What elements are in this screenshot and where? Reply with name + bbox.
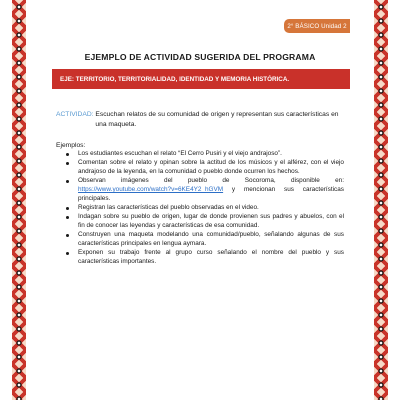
list-item <box>62 204 344 213</box>
activity-label: ACTIVIDAD: <box>56 111 94 118</box>
list-item <box>62 231 344 248</box>
list-item-text: Registran las características del pueblo observadas en el video. <box>78 204 259 211</box>
activity-text: Escuchan relatos de su comunidad de origen y representan sus características en una maqueta. <box>95 111 339 128</box>
list-item-text: Los estudiantes escuchan el relato “El Cerro Pusiri y el viejo andrajoso”. <box>78 150 282 157</box>
list-item-text: y mencionan sus características principales. <box>78 186 344 202</box>
decorative-border-right <box>374 0 388 400</box>
activity-statement <box>56 110 356 130</box>
list-item <box>62 159 344 176</box>
video-link[interactable]: https://www.youtube.com/watch?v=6KE4Y2_hGVM <box>78 186 224 193</box>
list-item-text: Observan imágenes del pueblo de Socoroma, disponible en: <box>78 177 344 185</box>
list-item-text: Exponen su trabajo frente al grupo curso señalando el nombre del pueblo y sus características importantes. <box>78 249 344 265</box>
list-item <box>62 249 344 266</box>
page-title: EJEMPLO DE ACTIVIDAD SUGERIDA DEL PROGRAMA <box>84 52 316 62</box>
list-item <box>62 213 344 230</box>
examples-heading: Ejemplos: <box>56 142 86 149</box>
unit-badge: 2° BÁSICO Unidad 2 <box>284 19 350 33</box>
list-item-text: Construyen una maqueta modelando una comunidad/pueblo, señalando algunas de sus características principales en lengua aymara. <box>78 231 344 247</box>
decorative-border-left <box>12 0 26 400</box>
examples-list <box>62 150 344 267</box>
list-item-text: Comentan sobre el relato y opinan sobre la actitud de los músicos y el alférez, con el viejo andrajoso de la leyenda, en la comunidad o pueblo donde ocurren los hechos. <box>78 159 344 175</box>
list-item <box>62 150 344 159</box>
list-item <box>62 177 344 203</box>
eje-banner <box>52 69 350 89</box>
list-item-text: Indagan sobre su pueblo de origen, lugar de donde provienen sus padres y abuelos, con el fin de conocer las leyendas y características de esa comunidad. <box>78 213 344 229</box>
eje-text: EJE: TERRITORIO, TERRITORIALIDAD, IDENTIDAD Y MEMORIA HISTÓRICA. <box>60 75 290 83</box>
